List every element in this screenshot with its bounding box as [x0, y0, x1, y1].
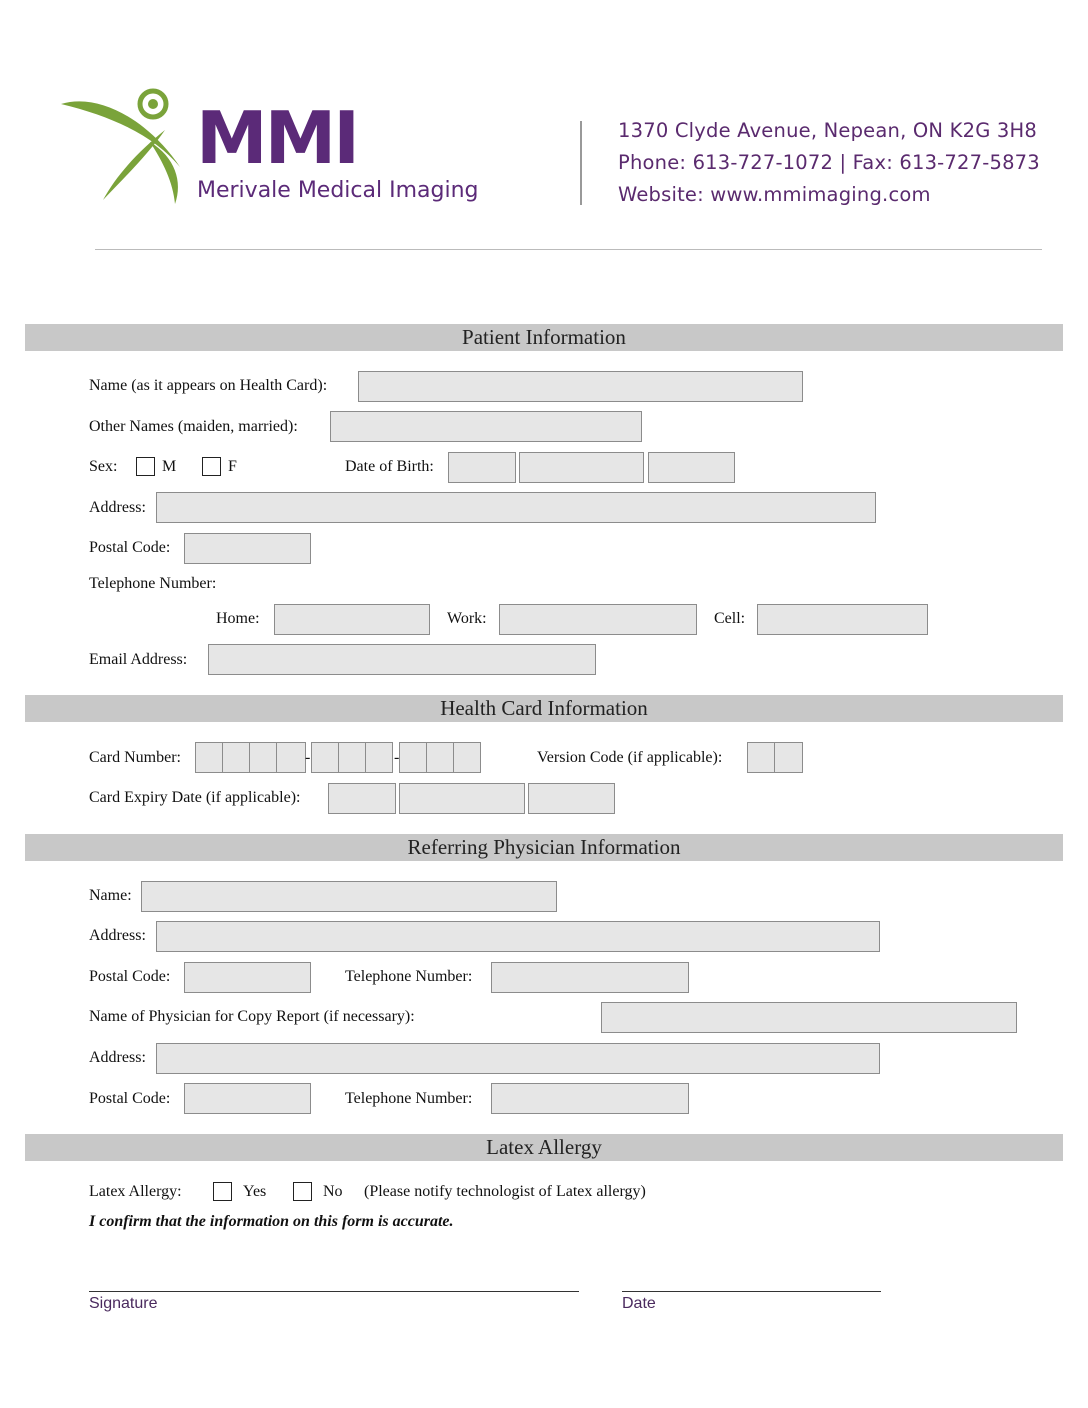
card-dash-2: -: [394, 749, 400, 766]
contact-phone-fax: Phone: 613-727-1072 | Fax: 613-727-5873: [618, 151, 1040, 174]
patient-address-label: Address:: [89, 499, 146, 516]
email-label: Email Address:: [89, 651, 188, 668]
sex-f-checkbox[interactable]: [202, 457, 221, 476]
patient-other-names-field[interactable]: [330, 411, 642, 442]
copy-physician-address-label: Address:: [89, 1049, 146, 1066]
sex-f-label: F: [228, 458, 237, 475]
patient-other-names-label: Other Names (maiden, married):: [89, 418, 298, 435]
latex-yes-label: Yes: [243, 1183, 267, 1200]
patient-name-field[interactable]: [358, 371, 803, 402]
card-digit-8[interactable]: [399, 742, 427, 773]
copy-physician-telephone-field[interactable]: [491, 1083, 689, 1114]
patient-address-field[interactable]: [156, 492, 876, 523]
physician-postal-label: Postal Code:: [89, 968, 171, 985]
card-number-label: Card Number:: [89, 749, 181, 766]
work-phone-label: Work:: [447, 610, 487, 627]
latex-note: (Please notify technologist of Latex allergy): [364, 1183, 646, 1200]
copy-physician-field[interactable]: [601, 1002, 1017, 1033]
physician-name-label: Name:: [89, 887, 132, 904]
logo-full-name: Merivale Medical Imaging: [197, 178, 479, 203]
section-header-physician: Referring Physician Information: [25, 834, 1063, 861]
cell-phone-label: Cell:: [714, 610, 746, 627]
home-phone-label: Home:: [216, 610, 260, 627]
card-expiry-label: Card Expiry Date (if applicable):: [89, 789, 301, 806]
copy-physician-label: Name of Physician for Copy Report (if necessary):: [89, 1008, 415, 1025]
mmi-logo-figure-icon: [55, 82, 195, 207]
physician-postal-field[interactable]: [184, 962, 311, 993]
patient-postal-field[interactable]: [184, 533, 311, 564]
signature-line[interactable]: [89, 1291, 579, 1292]
copy-physician-telephone-label: Telephone Number:: [345, 1090, 473, 1107]
card-expiry-year-field[interactable]: [528, 783, 615, 814]
copy-physician-postal-label: Postal Code:: [89, 1090, 171, 1107]
version-code-char-1[interactable]: [747, 742, 775, 773]
date-line[interactable]: [622, 1291, 881, 1292]
latex-allergy-label: Latex Allergy:: [89, 1183, 182, 1200]
header-divider: [580, 121, 582, 205]
logo-mmi-wordmark: MMI: [196, 96, 358, 180]
email-field[interactable]: [208, 644, 596, 675]
physician-address-field[interactable]: [156, 921, 880, 952]
contact-address: 1370 Clyde Avenue, Nepean, ON K2G 3H8: [618, 119, 1037, 142]
card-digit-4[interactable]: [276, 742, 306, 773]
copy-physician-postal-field[interactable]: [184, 1083, 311, 1114]
card-expiry-month-field[interactable]: [399, 783, 525, 814]
section-header-patient: Patient Information: [25, 324, 1063, 351]
telephone-label: Telephone Number:: [89, 575, 217, 592]
dob-label: Date of Birth:: [345, 458, 434, 475]
card-digit-9[interactable]: [426, 742, 454, 773]
confirmation-statement: I confirm that the information on this form is accurate.: [89, 1213, 454, 1230]
header-rule: [95, 249, 1042, 250]
section-header-latex: Latex Allergy: [25, 1134, 1063, 1161]
latex-no-label: No: [323, 1183, 343, 1200]
work-phone-field[interactable]: [499, 604, 697, 635]
dob-year-field[interactable]: [648, 452, 735, 483]
cell-phone-field[interactable]: [757, 604, 928, 635]
sex-label: Sex:: [89, 458, 118, 475]
card-digit-10[interactable]: [453, 742, 481, 773]
card-dash-1: -: [305, 749, 311, 766]
card-digit-5[interactable]: [311, 742, 339, 773]
card-digit-7[interactable]: [365, 742, 393, 773]
home-phone-field[interactable]: [274, 604, 430, 635]
date-label: Date: [622, 1295, 656, 1312]
patient-postal-label: Postal Code:: [89, 539, 171, 556]
physician-telephone-label: Telephone Number:: [345, 968, 473, 985]
dob-day-field[interactable]: [448, 452, 516, 483]
version-code-char-2[interactable]: [774, 742, 803, 773]
dob-month-field[interactable]: [519, 452, 644, 483]
contact-website: Website: www.mmimaging.com: [618, 183, 931, 206]
card-digit-1[interactable]: [195, 742, 223, 773]
signature-label: Signature: [89, 1295, 158, 1312]
section-header-health-card: Health Card Information: [25, 695, 1063, 722]
card-expiry-day-field[interactable]: [328, 783, 396, 814]
sex-m-checkbox[interactable]: [136, 457, 155, 476]
physician-telephone-field[interactable]: [491, 962, 689, 993]
latex-yes-checkbox[interactable]: [213, 1182, 232, 1201]
patient-name-label: Name (as it appears on Health Card):: [89, 377, 328, 394]
card-digit-3[interactable]: [249, 742, 277, 773]
physician-name-field[interactable]: [141, 881, 557, 912]
latex-no-checkbox[interactable]: [293, 1182, 312, 1201]
sex-m-label: M: [162, 458, 177, 475]
card-digit-2[interactable]: [222, 742, 250, 773]
version-code-label: Version Code (if applicable):: [537, 749, 723, 766]
physician-address-label: Address:: [89, 927, 146, 944]
copy-physician-address-field[interactable]: [156, 1043, 880, 1074]
card-digit-6[interactable]: [338, 742, 366, 773]
